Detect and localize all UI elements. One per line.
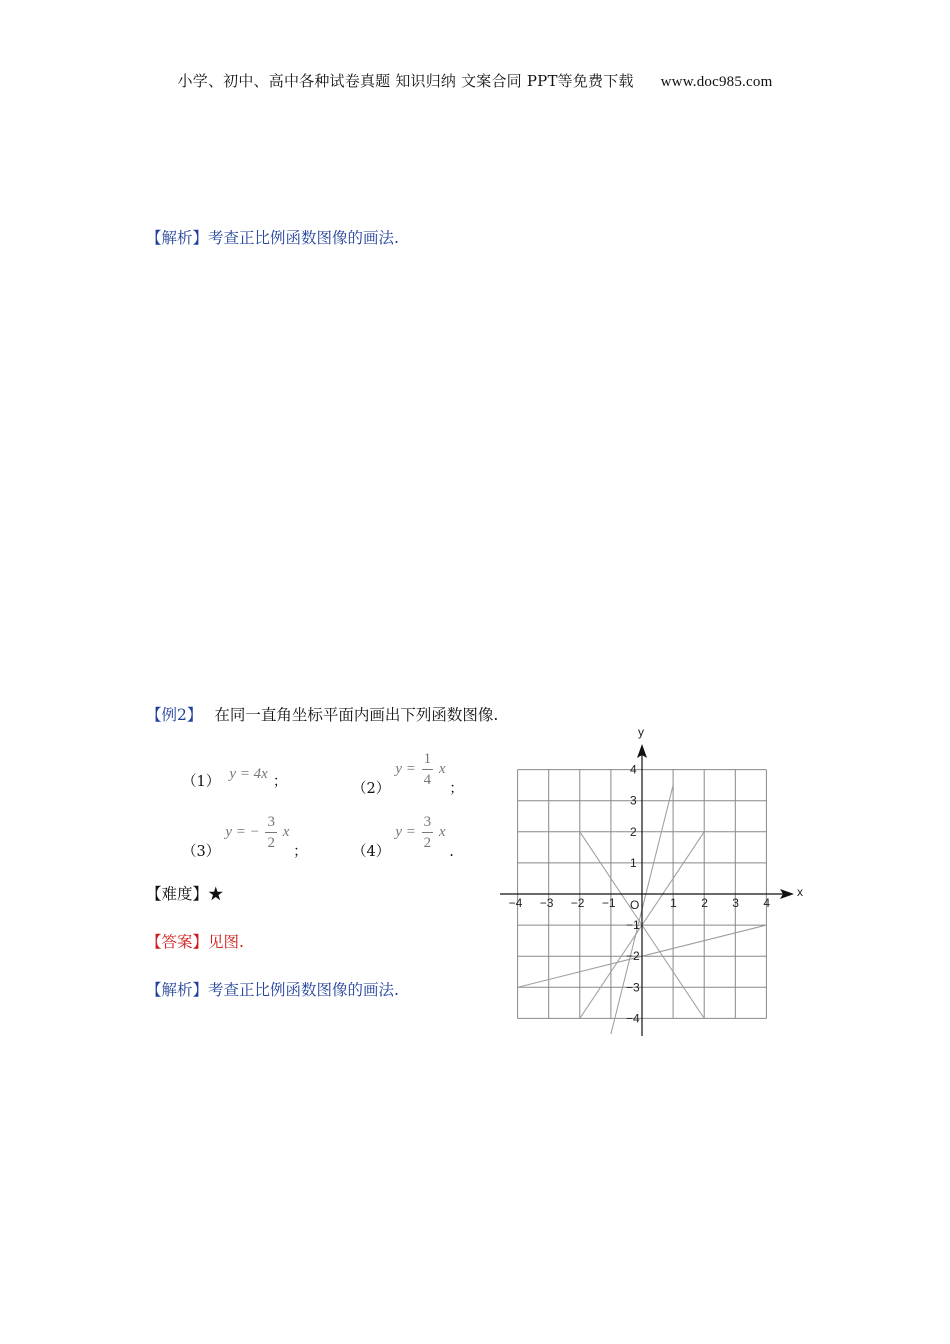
answer-label: 【答案】 (146, 933, 209, 951)
analysis-text: 考查正比例函数图像的画法. (208, 981, 399, 999)
item-2-label: （2） (352, 781, 391, 798)
y-tick-label: −1 (626, 918, 640, 933)
y-tick-label: 2 (630, 824, 637, 839)
item-4-denominator: 2 (423, 835, 432, 851)
y-tick-label: −2 (626, 949, 640, 964)
analysis-top-label: 【解析】 (146, 229, 209, 247)
item-2-numerator: 1 (422, 752, 434, 770)
item-4-numerator: 3 (422, 815, 434, 833)
item-2-sep: ； (449, 781, 464, 798)
header-url[interactable]: www.doc985.com (660, 74, 773, 90)
item-2-var: x (438, 761, 446, 778)
item-3-var: x (282, 824, 290, 841)
difficulty-stars: ★ (208, 885, 224, 903)
difficulty-label: 【难度】 (146, 885, 209, 903)
y-tick-label: −3 (626, 980, 640, 995)
x-tick-label: −1 (601, 896, 616, 910)
x-tick-label: 3 (732, 896, 739, 910)
item-3-label: （3） (182, 844, 221, 861)
x-tick-label: −3 (539, 896, 554, 910)
y-tick-label: 4 (630, 762, 637, 777)
origin-label: O (630, 898, 640, 912)
x-tick-label: −4 (508, 896, 523, 910)
x-tick-label: −2 (570, 896, 585, 910)
analysis-top-text: 考查正比例函数图像的画法. (208, 229, 399, 247)
y-tick-label: −4 (626, 1011, 640, 1026)
item-3-denominator: 2 (267, 835, 275, 851)
item-1-sep: ； (272, 774, 288, 790)
example-text: 在同一直角坐标平面内画出下列函数图像. (214, 706, 499, 724)
y-axis-label: y (638, 725, 644, 739)
item-4-var: x (438, 824, 446, 841)
item-4-label: （4） (352, 844, 391, 861)
y-tick-label: 3 (630, 793, 637, 808)
item-1-formula: y = 4x (229, 766, 268, 782)
x-tick-label: 2 (701, 896, 708, 910)
x-axis-label: x (797, 885, 803, 899)
example-label: 【例2】 (146, 706, 203, 724)
item-3-sep: ； (293, 844, 308, 861)
item-4-sep: . (449, 844, 454, 861)
item-2-lhs: y = (395, 761, 416, 778)
item-4-lhs: y = (395, 824, 416, 841)
y-tick-label: 1 (630, 855, 637, 870)
answer-text: 见图. (208, 933, 244, 951)
item-3-numerator: 3 (265, 815, 277, 833)
item-1-label: （1） (182, 774, 221, 790)
analysis-label: 【解析】 (146, 981, 209, 999)
x-tick-label: 4 (763, 896, 771, 910)
item-2-denominator: 4 (423, 772, 432, 788)
x-tick-label: 1 (670, 896, 677, 910)
header-text: 小学、初中、高中各种试卷真题 知识归纳 文案合同 PPT等免费下载 (177, 72, 634, 90)
item-3-lhs: y = − (225, 824, 260, 841)
